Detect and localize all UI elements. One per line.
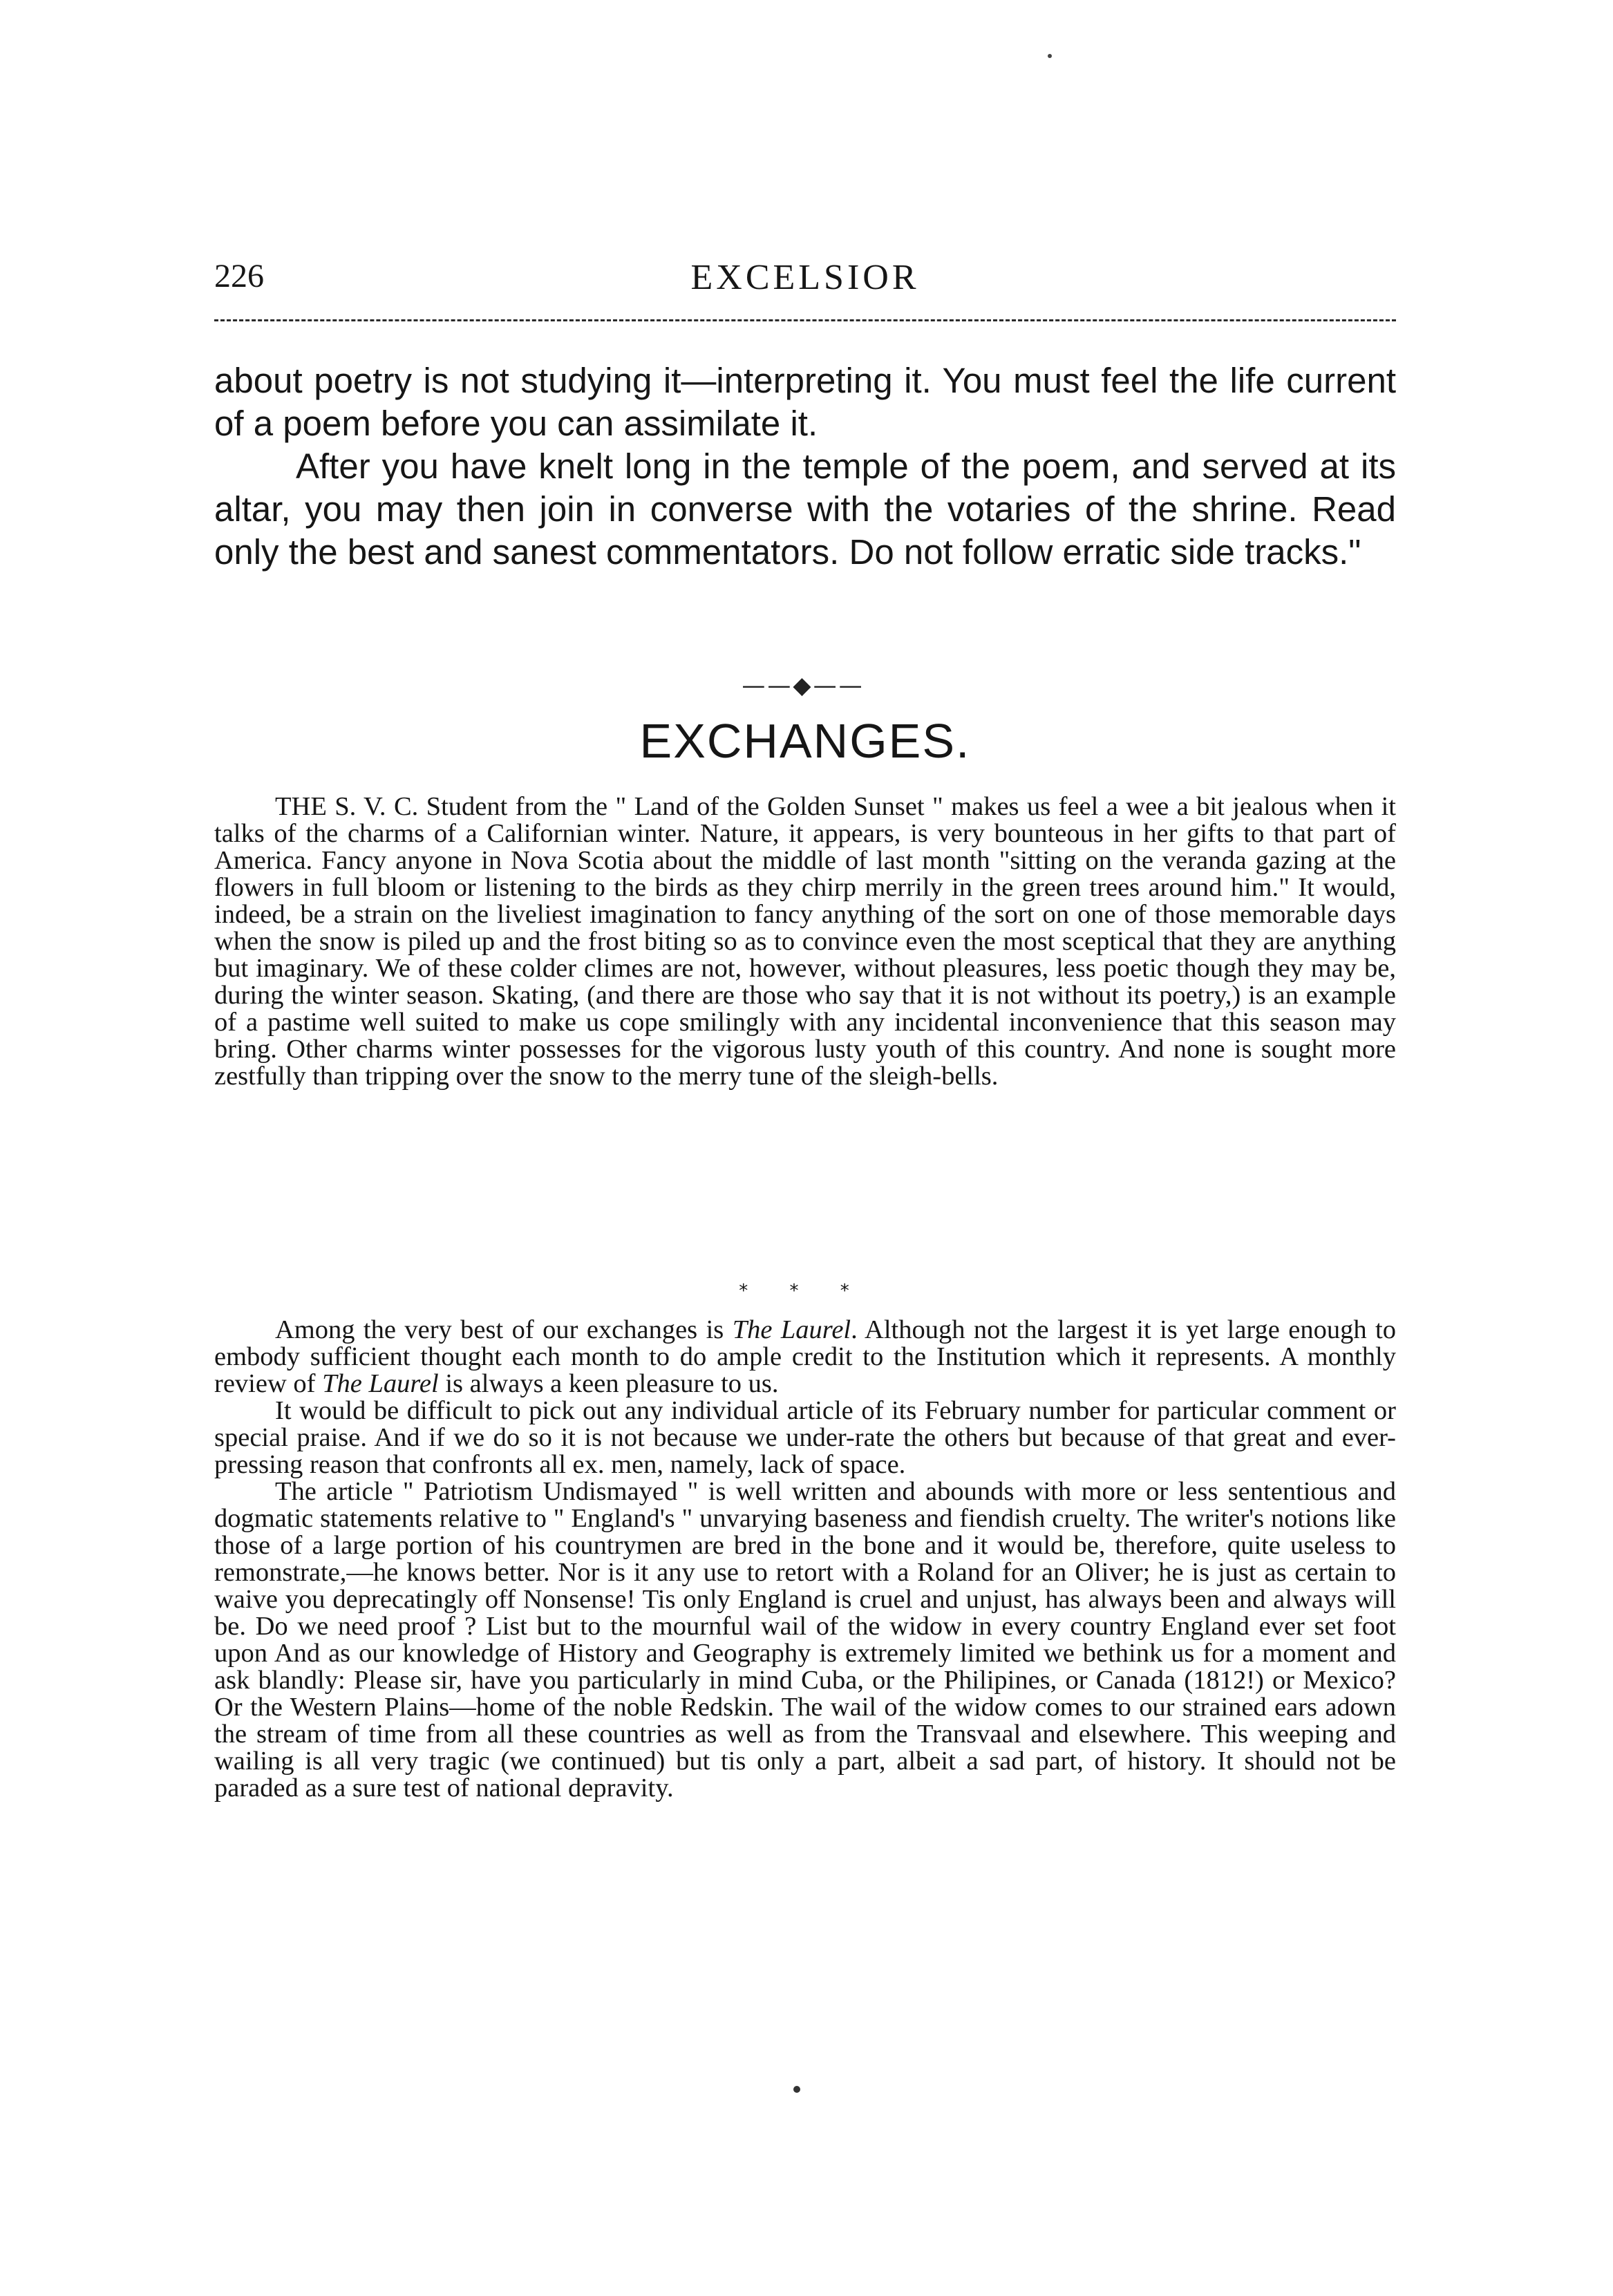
exchanges-paragraph-4: The article " Patriotism Undismayed " is well written and abounds with more or less sententious and dogmatic statements relative to " England's " unvarying baseness and fiendish cruelty. The writer's notions like those of a large portion of his countrymen are bred in the bone and it would be, therefore, quite useless to remonstrate,—he knows better. Nor is it any use to retort with a Roland for an Oliver; he is just as certain to waive you deprecatingly off Nonsense! Tis only England is cruel and unjust, has always been and always will be. Do we need proof ? List but to the mournful wail of the widow in every country England ever set foot upon And as our knowledge of History and Geography is extremely limited we bethink us for a moment and ask blandly: Please sir, have you particularly in mind Cuba, or the Philipines, or Canada (1812!) or Mexico? Or the Western Plains—home of the noble Redskin. The wail of the widow comes to our strained ears adown the stream of time from all these countries as well as from the Transvaal and elsewhere. This weeping and wailing is all very tragic (we continued) but tis only a part, albeit a sad part, of history. It should not be paraded as a sure test of national depravity.	[214, 1477, 1396, 1803]
paragraph-text: . Although not the largest it is yet large enough to embody sufficient thought each month to do ample credit to the Institution which it represents. A monthly review of	[214, 1315, 1396, 1398]
header-rule	[214, 319, 1396, 321]
exchanges-paragraph-1: THE S. V. C. Student from the " Land of the Golden Sunset " makes us feel a wee a bit jealous when it talks of the charms of a Californian winter. Nature, it appears, is very bounteous in her gifts to that part of America. Fancy anyone in Nova Scotia about the middle of last month "sitting on the veranda gazing at the flowers in full bloom or listening to the birds as they chirp merrily in the green trees around him." It would, indeed, be a strain on the liveliest imagination to fancy anything of the sort on one of those memorable days when the snow is piled up and the frost biting so as to convince even the most sceptical that they are anything but imaginary. We of these colder climes are not, however, without pleasures, less poetic though they may be, during the winter season. Skating, (and there are those who say that it is not without its poetry,) is an example of a pastime well suited to make us cope smilingly with any incidental inconvenience that this season may bring. Other charms winter possesses for the vigorous lusty youth of this country. And none is sought more zestfully than tripping over the snow to the merry tune of the sleigh-bells.	[214, 792, 1396, 1091]
running-head	[214, 257, 1396, 312]
exchanges-paragraph-2	[214, 1317, 1396, 1398]
publication-title: The Laurel	[322, 1369, 439, 1398]
continued-paragraph-final: After you have knelt long in the temple of the poem, and served at its altar, you may then join in converse with the votaries of the shrine. Read only the best and sanest commentators. Do not follow erratic side tracks."	[214, 446, 1396, 572]
exchanges-block-1	[214, 793, 1396, 1090]
exchanges-block-2	[214, 1317, 1396, 1802]
page-number: 226	[214, 258, 264, 294]
exchanges-paragraph-3: It would be difficult to pick out any individual article of its February number for particular comment or special praise. And if we do so it is not because we under-rate the others but because of that great and ever-pressing reason that confronts all ex. men, namely, lack of space.	[214, 1396, 1396, 1479]
section-ornament: ——◆——	[742, 672, 865, 699]
paragraph-text: is always a keen pleasure to us.	[438, 1369, 779, 1398]
publication-title: The Laurel	[732, 1315, 851, 1344]
speck-mark	[1048, 54, 1052, 58]
running-title: EXCELSIOR	[690, 258, 920, 297]
footer-mark	[793, 2086, 800, 2093]
section-break-stars: * * *	[739, 1281, 867, 1301]
section-title: EXCHANGES.	[639, 714, 971, 768]
paragraph-text: Among the very best of our exchanges is	[275, 1315, 733, 1344]
continued-article	[214, 359, 1396, 574]
continued-paragraph: about poetry is not studying it—interpreting it. You must feel the life current of a poem before you can assimilate it.	[214, 361, 1396, 443]
